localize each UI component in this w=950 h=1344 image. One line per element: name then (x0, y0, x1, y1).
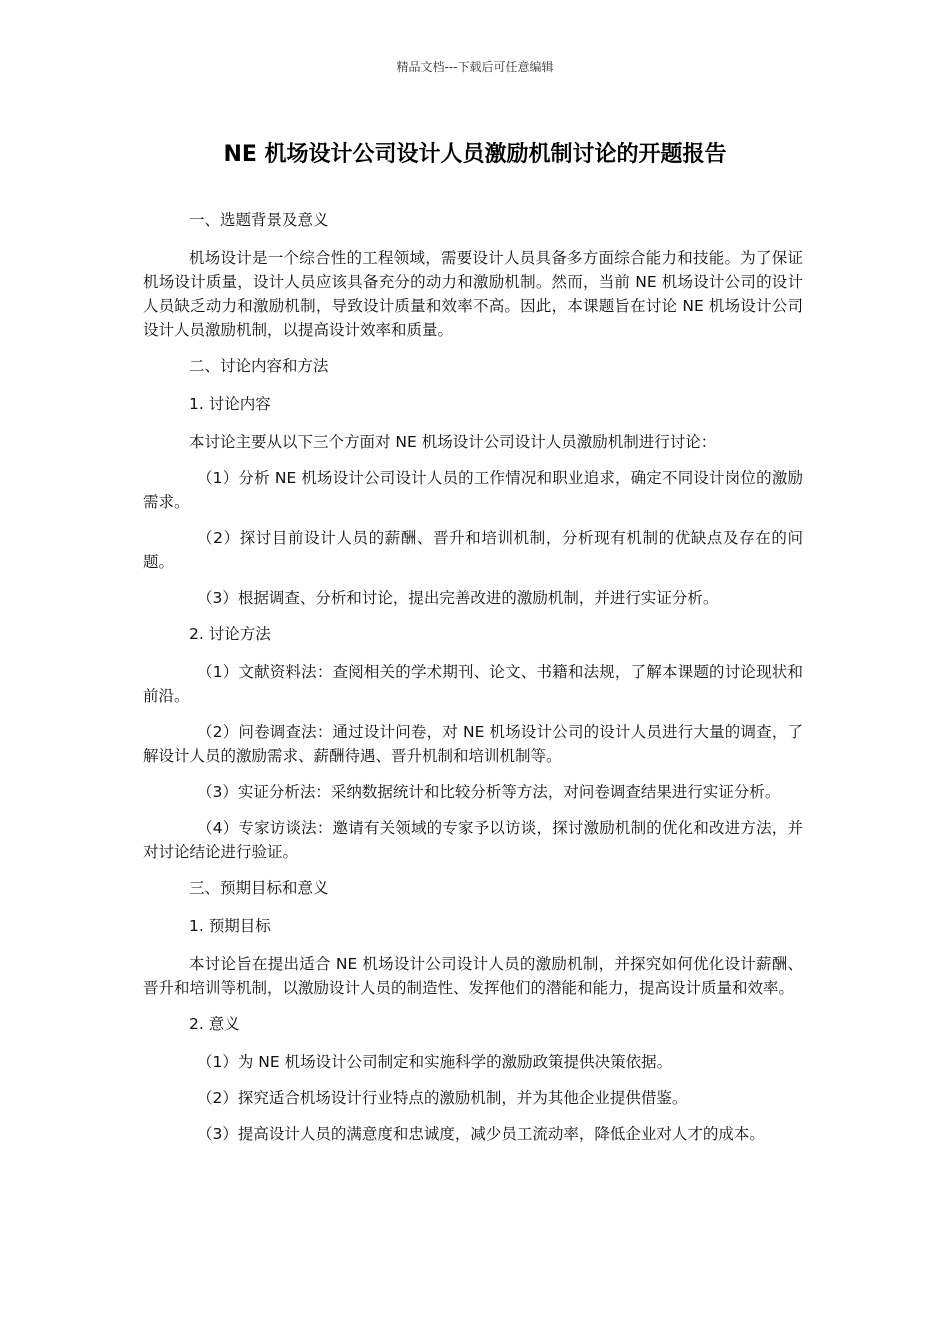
list-item: （1）为 NE 机场设计公司制定和实施科学的激励政策提供决策依据。 (197, 1053, 673, 1071)
paragraph: 本讨论主要从以下三个方面对 NE 机场设计公司设计人员激励机制进行讨论： (189, 433, 717, 451)
section-heading: 一、选题背景及意义 (189, 211, 329, 229)
subsection-heading: 2. 意义 (189, 1015, 240, 1033)
list-item: （3）根据调查、分析和讨论，提出完善改进的激励机制，并进行实证分析。 (197, 589, 719, 607)
list-item: （2）问卷调查法：通过设计问卷，对 NE 机场设计公司的设计人员进行大量的调查，了解设计人员的激励需求、薪酬待遇、晋升机制和培训机制等。 (143, 723, 803, 765)
document-body (143, 208, 803, 1158)
document-title: NE 机场设计公司设计人员激励机制讨论的开题报告 (223, 142, 727, 167)
paragraph: 机场设计是一个综合性的工程领域，需要设计人员具备多方面综合能力和技能。为了保证机场设计质量，设计人员应该具备充分的动力和激励机制。然而，当前 NE 机场设计公司的设计人员缺乏动力和激励机制，导致设计质量和效率不高。因此，本课题旨在讨论 NE 机场设计公司设计人员激励机制，以提高设计效率和质量。 (143, 249, 803, 339)
paragraph: 本讨论旨在提出适合 NE 机场设计公司设计人员的激励机制，并探究如何优化设计薪酬、晋升和培训等机制，以激励设计人员的制造性、发挥他们的潜能和能力，提高设计质量和效率。 (143, 955, 803, 997)
list-item: （1）分析 NE 机场设计公司设计人员的工作情况和职业追求，确定不同设计岗位的激励需求。 (143, 469, 803, 511)
section-heading: 三、预期目标和意义 (189, 879, 329, 897)
subsection-heading: 1. 讨论内容 (189, 395, 271, 413)
list-item: （2）探究适合机场设计行业特点的激励机制，并为其他企业提供借鉴。 (197, 1089, 688, 1107)
list-item: （3）提高设计人员的满意度和忠诚度，减少员工流动率，降低企业对人才的成本。 (197, 1125, 765, 1143)
list-item: （3）实证分析法：采纳数据统计和比较分析等方法，对问卷调查结果进行实证分析。 (197, 783, 781, 801)
page-header: 精品文档---下载后可任意编辑 (396, 60, 554, 74)
section-heading: 二、讨论内容和方法 (189, 357, 329, 375)
subsection-heading: 1. 预期目标 (189, 917, 271, 935)
list-item: （1）文献资料法：查阅相关的学术期刊、论文、书籍和法规，了解本课题的讨论现状和前沿。 (143, 663, 803, 705)
subsection-heading: 2. 讨论方法 (189, 625, 271, 643)
list-item: （4）专家访谈法：邀请有关领域的专家予以访谈，探讨激励机制的优化和改进方法，并对讨论结论进行验证。 (143, 819, 803, 861)
list-item: （2）探讨目前设计人员的薪酬、晋升和培训机制，分析现有机制的优缺点及存在的问题。 (143, 529, 803, 571)
